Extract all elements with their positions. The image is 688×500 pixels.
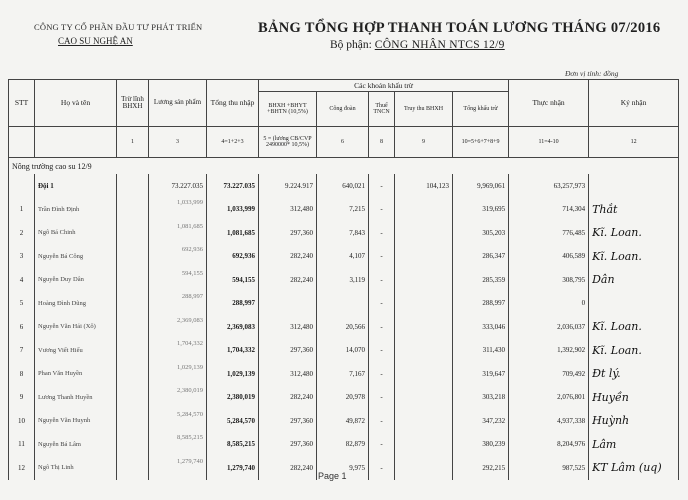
row-tncn: -	[369, 339, 395, 363]
row-wage: 1,033,999	[149, 198, 207, 222]
row-wage: 1,704,332	[149, 339, 207, 363]
code-6: 6	[317, 127, 369, 158]
row-total-income: 692,936	[207, 245, 259, 269]
row-signature: Lâm	[589, 433, 679, 457]
row-signature: KT Lâm (uq)	[589, 456, 679, 480]
row-net: 987,525	[509, 456, 589, 480]
row-bhxh: 282,240	[259, 268, 317, 292]
row-name: Nguyễn Bá Công	[35, 245, 117, 269]
team-total-income: 73.227.035	[207, 174, 259, 198]
row-stt: 10	[9, 409, 35, 433]
row-tncn: -	[369, 245, 395, 269]
row-total-deduct: 286,347	[453, 245, 509, 269]
row-name: Ngô Bá Chinh	[35, 221, 117, 245]
row-name: Nguyễn Văn Hải (Xô)	[35, 315, 117, 339]
row-tncn: -	[369, 221, 395, 245]
row-total-deduct: 292,215	[453, 456, 509, 480]
group-row	[9, 158, 679, 175]
row-total-deduct: 319,647	[453, 362, 509, 386]
col-tru-bhxh: Trừ lĩnh BHXH	[117, 80, 149, 127]
col-deductions-group: Các khoản khấu trừ	[259, 80, 509, 92]
group-label: Nông trường cao su 12/9	[9, 158, 679, 175]
team-subtotal-row	[9, 174, 679, 198]
row-stt: 4	[9, 268, 35, 292]
row-signature: Kĩ. Loan.	[589, 315, 679, 339]
row-stt: 9	[9, 386, 35, 410]
team-net: 63,257,973	[509, 174, 589, 198]
row-tru-bhxh	[117, 433, 149, 457]
team-wage: 73.227.035	[149, 174, 207, 198]
row-signature: Đt lý.	[589, 362, 679, 386]
row-total-income: 5,284,570	[207, 409, 259, 433]
row-total-deduct: 347,232	[453, 409, 509, 433]
team-total-deduct: 9,969,061	[453, 174, 509, 198]
table-row	[9, 339, 679, 363]
row-name: Nguyễn Duy Dân	[35, 268, 117, 292]
row-union: 3,119	[317, 268, 369, 292]
row-net: 1,392,902	[509, 339, 589, 363]
row-net: 714,304	[509, 198, 589, 222]
row-union: 9,975	[317, 456, 369, 480]
header-row	[9, 80, 679, 92]
table-row	[9, 315, 679, 339]
row-wage: 1,081,685	[149, 221, 207, 245]
row-total-deduct: 288,997	[453, 292, 509, 316]
row-total-deduct: 319,695	[453, 198, 509, 222]
table-row	[9, 221, 679, 245]
row-bhxh: 312,480	[259, 315, 317, 339]
row-total-deduct: 305,203	[453, 221, 509, 245]
row-stt: 3	[9, 245, 35, 269]
row-tncn: -	[369, 433, 395, 457]
row-truy-thu	[395, 292, 453, 316]
team-truy-thu: 104,123	[395, 174, 453, 198]
row-total-income: 1,279,740	[207, 456, 259, 480]
row-net: 406,589	[509, 245, 589, 269]
code-4: 4=1+2+3	[207, 127, 259, 158]
row-total-deduct: 380,239	[453, 433, 509, 457]
code-5: 5 = (lương CB/CVP 2490000* 10,5%)	[259, 127, 317, 158]
row-net: 2,036,037	[509, 315, 589, 339]
row-net: 4,937,338	[509, 409, 589, 433]
row-tru-bhxh	[117, 456, 149, 480]
row-signature: Dân	[589, 268, 679, 292]
row-stt: 8	[9, 362, 35, 386]
row-truy-thu	[395, 456, 453, 480]
row-union: 20,978	[317, 386, 369, 410]
row-union: 14,070	[317, 339, 369, 363]
col-total-income: Tổng thu nhập	[207, 80, 259, 127]
row-net: 776,485	[509, 221, 589, 245]
row-tru-bhxh	[117, 198, 149, 222]
row-name: Nguyễn Văn Huynh	[35, 409, 117, 433]
row-wage: 692,936	[149, 245, 207, 269]
row-signature: Kĩ. Loan.	[589, 339, 679, 363]
row-tru-bhxh	[117, 409, 149, 433]
col-total-deduct: Tổng khấu trừ	[453, 92, 509, 127]
code-3: 3	[149, 127, 207, 158]
row-stt: 12	[9, 456, 35, 480]
table-row	[9, 198, 679, 222]
row-union: 4,107	[317, 245, 369, 269]
row-truy-thu	[395, 268, 453, 292]
row-tru-bhxh	[117, 362, 149, 386]
unit-note: Đơn vị tính: đồng	[565, 69, 619, 78]
code-8: 8	[369, 127, 395, 158]
row-truy-thu	[395, 315, 453, 339]
row-signature: Huỳnh	[589, 409, 679, 433]
row-tru-bhxh	[117, 386, 149, 410]
department-value: CÔNG NHÂN NTCS 12/9	[374, 39, 505, 51]
row-tncn: -	[369, 315, 395, 339]
table-row	[9, 245, 679, 269]
row-tru-bhxh	[117, 315, 149, 339]
code-9: 9	[395, 127, 453, 158]
row-tncn: -	[369, 456, 395, 480]
row-bhxh	[259, 292, 317, 316]
row-wage: 1,029,139	[149, 362, 207, 386]
row-net: 8,204,976	[509, 433, 589, 457]
row-name: Vương Viết Hiếu	[35, 339, 117, 363]
code-10: 10=5+6+7+8+9	[453, 127, 509, 158]
table-row	[9, 433, 679, 457]
col-stt: STT	[9, 80, 35, 127]
team-bhxh: 9.224.917	[259, 174, 317, 198]
row-wage: 288,997	[149, 292, 207, 316]
document-title: BẢNG TỔNG HỢP THANH TOÁN LƯƠNG THÁNG 07/2016	[258, 20, 661, 36]
row-truy-thu	[395, 339, 453, 363]
row-total-income: 594,155	[207, 268, 259, 292]
row-net: 709,492	[509, 362, 589, 386]
row-net: 308,795	[509, 268, 589, 292]
code-11: 11=4-10	[509, 127, 589, 158]
row-wage: 8,585,215	[149, 433, 207, 457]
row-bhxh: 297,360	[259, 409, 317, 433]
row-truy-thu	[395, 386, 453, 410]
row-total-deduct: 333,046	[453, 315, 509, 339]
department-line	[330, 39, 505, 51]
col-net: Thực nhận	[509, 80, 589, 127]
row-stt: 5	[9, 292, 35, 316]
row-signature: Kĩ. Loan.	[589, 221, 679, 245]
row-wage: 594,155	[149, 268, 207, 292]
row-tru-bhxh	[117, 268, 149, 292]
col-union: Công đoàn	[317, 92, 369, 127]
department-label: Bộ phận:	[330, 39, 372, 51]
row-name: Ngô Thị Linh	[35, 456, 117, 480]
row-union: 82,879	[317, 433, 369, 457]
row-total-income: 288,997	[207, 292, 259, 316]
row-signature	[589, 292, 679, 316]
row-wage: 5,284,570	[149, 409, 207, 433]
row-union: 7,215	[317, 198, 369, 222]
row-name: Phan Văn Huyền	[35, 362, 117, 386]
team-label: Đội 1	[35, 174, 117, 198]
row-total-income: 8,585,215	[207, 433, 259, 457]
row-name: Hoàng Đình Dũng	[35, 292, 117, 316]
row-total-income: 1,029,139	[207, 362, 259, 386]
row-tncn: -	[369, 409, 395, 433]
row-truy-thu	[395, 362, 453, 386]
row-truy-thu	[395, 198, 453, 222]
row-total-income: 2,380,019	[207, 386, 259, 410]
row-bhxh: 282,240	[259, 386, 317, 410]
row-signature: Kĩ. Loan.	[589, 245, 679, 269]
table-row	[9, 268, 679, 292]
code-12: 12	[589, 127, 679, 158]
row-bhxh: 312,480	[259, 198, 317, 222]
team-tncn: -	[369, 174, 395, 198]
page-number: Page 1	[318, 471, 347, 481]
row-bhxh: 282,240	[259, 245, 317, 269]
col-base-wage: Lương sản phẩm	[149, 80, 207, 127]
row-tncn: -	[369, 292, 395, 316]
row-tncn: -	[369, 198, 395, 222]
row-stt: 11	[9, 433, 35, 457]
table-row	[9, 409, 679, 433]
row-total-income: 1,081,685	[207, 221, 259, 245]
row-total-income: 1,033,999	[207, 198, 259, 222]
row-stt: 2	[9, 221, 35, 245]
row-signature: Huyền	[589, 386, 679, 410]
row-union: 49,872	[317, 409, 369, 433]
row-bhxh: 297,360	[259, 433, 317, 457]
row-tru-bhxh	[117, 245, 149, 269]
table-row	[9, 292, 679, 316]
col-sign: Ký nhận	[589, 80, 679, 127]
row-total-income: 1,704,332	[207, 339, 259, 363]
row-net: 0	[509, 292, 589, 316]
row-stt: 7	[9, 339, 35, 363]
col-tncn: Thuế TNCN	[369, 92, 395, 127]
row-union: 7,167	[317, 362, 369, 386]
row-tru-bhxh	[117, 221, 149, 245]
row-union: 20,566	[317, 315, 369, 339]
row-total-deduct: 311,430	[453, 339, 509, 363]
row-wage: 2,369,083	[149, 315, 207, 339]
row-bhxh: 282,240	[259, 456, 317, 480]
team-union: 640,021	[317, 174, 369, 198]
code-1: 1	[117, 127, 149, 158]
row-tru-bhxh	[117, 292, 149, 316]
row-name: Lương Thanh Huyền	[35, 386, 117, 410]
row-signature: Thắt	[589, 198, 679, 222]
row-total-income: 2,369,083	[207, 315, 259, 339]
row-name: Trần Đình Định	[35, 198, 117, 222]
row-total-deduct: 303,218	[453, 386, 509, 410]
table-row	[9, 386, 679, 410]
row-total-deduct: 285,359	[453, 268, 509, 292]
row-tncn: -	[369, 386, 395, 410]
col-bhxh: BHXH +BHYT +BHTN (10,5%)	[259, 92, 317, 127]
row-stt: 6	[9, 315, 35, 339]
row-wage: 2,380,019	[149, 386, 207, 410]
payroll-table	[8, 79, 679, 480]
company-name: CÔNG TY CỔ PHẦN ĐẦU TƯ PHÁT TRIỂN	[34, 22, 203, 32]
row-truy-thu	[395, 221, 453, 245]
row-truy-thu	[395, 245, 453, 269]
company-subname: CAO SU NGHỆ AN	[58, 36, 133, 46]
row-stt: 1	[9, 198, 35, 222]
column-code-row	[9, 127, 679, 158]
row-bhxh: 297,360	[259, 221, 317, 245]
row-tncn: -	[369, 268, 395, 292]
row-union	[317, 292, 369, 316]
col-truy-thu: Truy thu BHXH	[395, 92, 453, 127]
row-bhxh: 297,360	[259, 339, 317, 363]
col-name: Họ và tên	[35, 80, 117, 127]
row-truy-thu	[395, 433, 453, 457]
row-tru-bhxh	[117, 339, 149, 363]
row-bhxh: 312,480	[259, 362, 317, 386]
row-wage: 1,279,740	[149, 456, 207, 480]
row-net: 2,076,801	[509, 386, 589, 410]
row-tncn: -	[369, 362, 395, 386]
row-name: Nguyễn Bá Lâm	[35, 433, 117, 457]
row-union: 7,843	[317, 221, 369, 245]
table-row	[9, 362, 679, 386]
row-truy-thu	[395, 409, 453, 433]
